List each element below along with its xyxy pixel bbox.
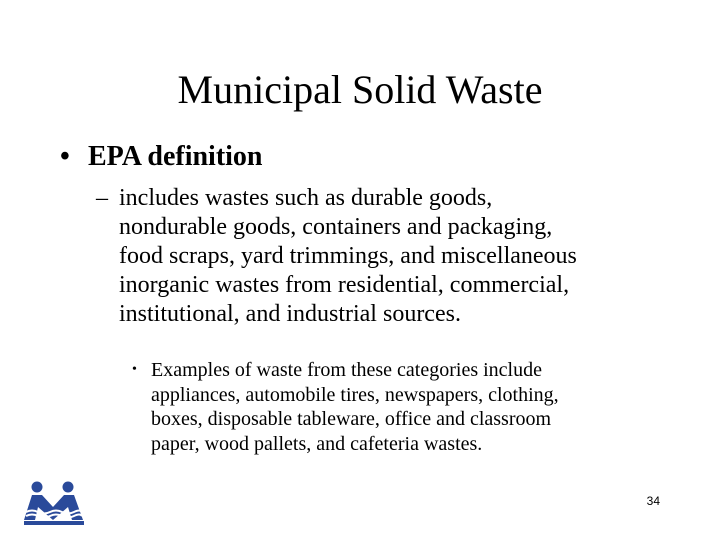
logo-base	[24, 521, 84, 525]
slide-title: Municipal Solid Waste	[177, 67, 543, 112]
sub-bullet-line: inorganic wastes from residential, commercial,	[119, 272, 570, 298]
subsub-bullet-line: Examples of waste from these categories include	[151, 359, 542, 381]
sub-bullet-text	[119, 184, 676, 329]
main-bullet-text: EPA definition	[88, 141, 263, 172]
subsub-bullet-line: appliances, automobile tires, newspapers, clothing,	[151, 383, 559, 406]
logo-head-left	[32, 482, 43, 493]
small-bullet-glyph: •	[132, 362, 137, 377]
bullet-glyph: •	[60, 141, 70, 172]
sub-bullet-line: nondurable goods, containers and packaging,	[119, 214, 553, 240]
sub-bullet	[96, 184, 676, 329]
subsub-bullet	[132, 358, 672, 456]
subsub-bullet-text	[151, 358, 672, 456]
page-number: 34	[646, 494, 660, 508]
subsub-bullet-line: paper, wood pallets, and cafeteria wastes.	[151, 432, 483, 455]
main-bullet	[60, 140, 263, 174]
logo-head-right	[63, 482, 74, 493]
subsub-bullet-line: boxes, disposable tableware, office and classroom	[151, 408, 552, 430]
organization-logo-icon	[22, 480, 86, 526]
sub-bullet-line: food scraps, yard trimmings, and miscellaneous	[119, 243, 577, 269]
sub-bullet-line: institutional, and industrial sources.	[119, 301, 461, 327]
dash-glyph: –	[96, 185, 108, 211]
sub-bullet-line: includes wastes such as durable goods,	[119, 185, 493, 211]
